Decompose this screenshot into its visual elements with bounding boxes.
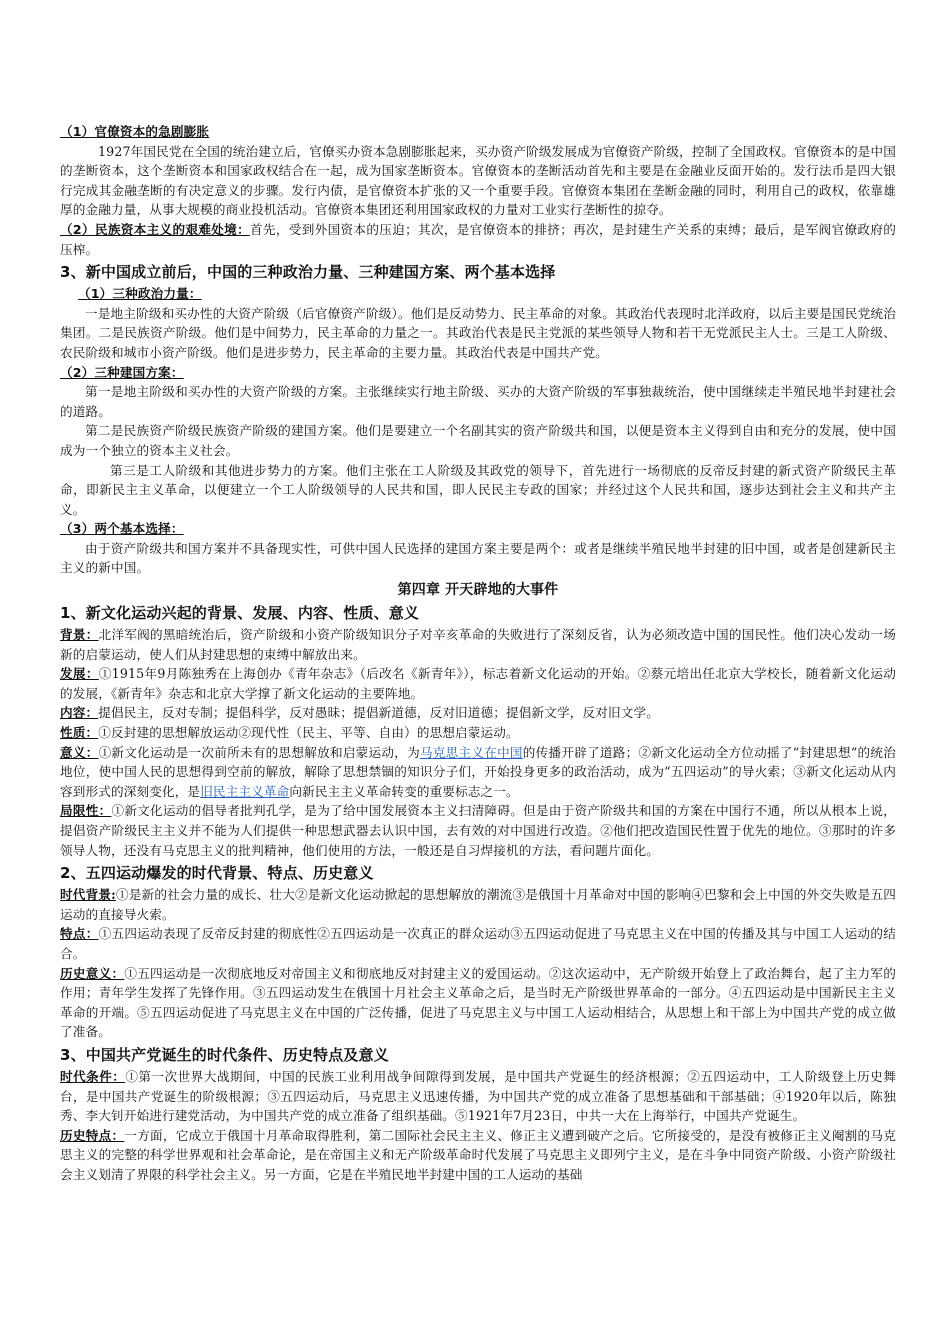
cpc-conditions: 时代条件：①第一次世界大战期间，中国的民族工业利用战争间隙得到发展，是中国共产党诞生的经济根源；②五四运动中，工人阶级登上历史舞台，是中国共产党诞生的阶级根源；③五四运动后，马克思主义迅速传播，为中国共产党的成立准备了思想基础和干部基础；④1920年以后，陈独秀、李大钊开始进行建党活动，为中国共产党的成立准备了组织基础。⑤1921年7月23日，中共一大在上海举行，中国共产党诞生。 xyxy=(60,1068,896,1124)
paragraph-bureaucratic-capital: 1927年国民党在全国的统治建立后，官僚买办资本急剧膨胀起来，买办资产阶级发展成为官僚资产阶级，控制了全国政权。官僚资本的是中国的垄断资本，这个垄断资本和国家政权结合在一起，成为国家垄断资本。官僚资本的垄断活动首先和主要是在金融业反面开始的。发行法币是四大银行完成其金融垄断的有决定意义的步骤。发行内债，是官僚资本扩张的又一个重要手段。官僚资本集团在垄断金融的同时，利用自己的政权，依靠雄厚的金融力量，从事大规模的商业投机活动。官僚资本集团还利用国家政权的力量对工业实行垄断性的掠夺。 xyxy=(60,143,896,218)
ncm-nature: 性质：①反封建的思想解放运动②现代性（民主、平等、自由）的思想启蒙运动。 xyxy=(60,725,519,741)
section-subtitle-bureaucratic-capital: （1）官僚资本的急剧膨胀 xyxy=(60,124,210,139)
paragraph-plan-two: 第二是民族资产阶级民族资产阶级的建国方案。他们是要建立一个名副其实的资产阶级共和国，以便是资本主义得到自由和充分的发展，使中国成为一个独立的资本主义社会。 xyxy=(60,423,896,458)
paragraph-plan-one: 第一是地主阶级和买办性的大资产阶级的方案。主张继续实行地主阶级、买办的大资产阶级的军事独裁统治，使中国继续走半殖民地半封建社会的道路。 xyxy=(60,384,896,419)
ncm-development: 发展：①1915年9月陈独秀在上海创办《青年杂志》（后改名《新青年》），标志着新文化运动的开始。②蔡元培出任北京大学校长，随着新文化运动的发展，《新青年》杂志和北京大学撑了新文化运动的主要阵地。 xyxy=(60,666,896,701)
paragraph-plan-three: 第三是工人阶级和其他进步势力的方案。他们主张在工人阶级及其政党的领导下，首先进行一场彻底的反帝反封建的新式资产阶级民主革命，即新民主主义革命，以便建立一个工人阶级领导的人民共和国，即人民民主专政的国家；并经过这个人民共和国，逐步达到社会主义和共产主义。 xyxy=(60,462,896,517)
may-fourth-features: 特点：①五四运动表现了反帝反封建的彻底性②五四运动是一次真正的群众运动③五四运动促进了马克思主义在中国的传播及其与中国工人运动的结合。 xyxy=(60,926,896,961)
cpc-features: 历史特点：一方面，它成立于俄国十月革命取得胜利，第二国际社会民主主义、修正主义遭到破产之后。它所接受的，是没有被修正主义阉割的马克思主义的完整的科学世界观和社会革命论，是在帝国主义和无产阶级革命时代发展了马克思主义即列宁主义，是在斗争中同资产阶级、小资产阶级社会主义划清了界限的科学社会主义。另一方面，它是在半殖民地半封建中国的工人运动的基础 xyxy=(60,1127,897,1182)
ncm-limitations: 局限性：①新文化运动的倡导者批判孔学，是为了给中国发展资本主义扫清障碍。但是由于资产阶级共和国的方案在中国行不通，所以从根本上说，提倡资产阶级民主主义并不能为人们提供一种思想武器去认识中国，去有效的对中国进行改造。②他们把改造国民性置于优先的地位。③那时的许多领导人物，还没有马克思主义的批判精神，他们使用的方法，一般还是自习焊接机的方法，看问题片面化。 xyxy=(60,803,896,858)
subtitle-three-political-forces: （1）三种政治力量： xyxy=(78,286,202,302)
national-capital-text: 首先，受到外国资本的压迫；其次，是官僚资本的排挤；再次，是封建生产关系的束缚；最后，是军阀官僚政府的压榨。 xyxy=(60,221,897,257)
may-fourth-significance: 历史意义：①五四运动是一次彻底地反对帝国主义和彻底地反对封建主义的爱国运动。②这次运动中，无产阶级开始登上了政治舞台，起了主力军的作用；青年学生发挥了先锋作用。③五四运动发生在俄国十月社会主义革命之后，是当时无产阶级世界革命的一部分。④五四运动是中国新民主主义革命的开端。⑤五四运动促进了马克思主义在中国的广泛传播，促进了马克思主义与中国工人运动相结合，从思想上和干部上为中国共产党的成立做了准备。 xyxy=(60,965,897,1040)
ncm-significance: 意义：①新文化运动是一次前所未有的思想解放和启蒙运动，为马克思主义在中国的传播开辟了道路；②新文化运动全方位动摇了“封建思想”的统治地位，使中国人民的思想得到空前的解放，解除了思想禁锢的知识分子们，开始投身更多的政治活动，成为“五四运动”的导火索；③新文化运动从内容到形式的深刻变化，是旧民主主义革命向新民主主义革命转变的重要标志之一。 xyxy=(60,744,897,799)
ncm-background: 背景：北洋军阀的黑暗统治后，资产阶级和小资产阶级知识分子对辛亥革命的失败进行了深刻反省，认为必须改造中国的国民性。他们决心发动一场新的启蒙运动，使人们从封建思想的束缚中解放出来。 xyxy=(60,627,896,662)
ncm-content: 内容：提倡民主，反对专制；提倡科学，反对愚昧；提倡新道德，反对旧道德；提倡新文学，反对旧文学。 xyxy=(60,705,659,721)
subtitle-three-plans: （2）三种建国方案： xyxy=(60,364,184,380)
paragraph-national-capital xyxy=(60,220,896,259)
heading-cpc-birth: 3、中国共产党诞生的时代条件、历史特点及意义 xyxy=(60,1045,389,1064)
link-marxism-in-china[interactable]: 马克思主义在中国 xyxy=(419,744,523,760)
paragraph-three-political-forces: 一是地主阶级和买办性的大资产阶级（后官僚资产阶级）。他们是反动势力、民主革命的对象。其政治代表现时北洋政府，以后主要是国民党统治集团。二是民族资产阶级。他们是中间势力，民主革命的力量之一。其政治代表是民主党派的某些领导人物和若干无党派民主人士。三是工人阶级、农民阶级和城市小资产阶级。他们是进步势力，民主革命的主要力量。其政治代表是中国共产党。 xyxy=(60,305,896,360)
chapter-title: 第四章 开天辟地的大事件 xyxy=(397,582,559,599)
subtitle-two-choices: （3）两个基本选择： xyxy=(60,521,184,537)
heading-may-fourth: 2、五四运动爆发的时代背景、特点、历史意义 xyxy=(60,864,374,883)
section-subtitle-national-capital: （2）民族资本主义的艰难处境： xyxy=(60,221,251,237)
paragraph-two-choices: 由于资产阶级共和国方案并不具备现实性，可供中国人民选择的建国方案主要是两个：或者是继续半殖民地半封建的旧中国，或者是创建新民主主义的新中国。 xyxy=(60,540,896,576)
may-fourth-background: 时代背景:①是新的社会力量的成长、壮大②是新文化运动掀起的思想解放的潮流③是俄国十月革命对中国的影响④巴黎和会上中国的外交失败是五四运动的直接导火索。 xyxy=(60,887,896,922)
heading-three-forces: 3、新中国成立前后，中国的三种政治力量、三种建国方案、两个基本选择 xyxy=(60,263,556,282)
link-old-democratic-revolution[interactable]: 旧民主主义革命 xyxy=(200,783,290,799)
document-page xyxy=(60,122,896,1185)
heading-new-culture-movement: 1、新文化运动兴起的背景、发展、内容、性质、意义 xyxy=(60,604,420,623)
